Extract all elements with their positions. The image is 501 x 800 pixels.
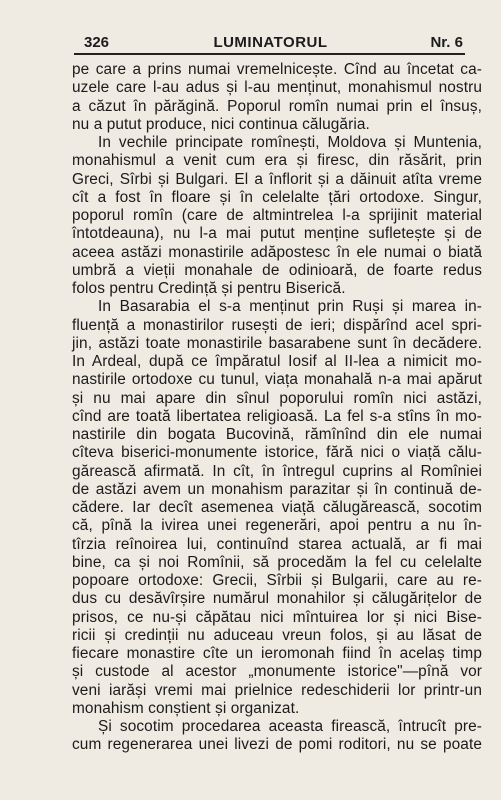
text-line: popoare ortodoxe: Grecii, Sîrbii și Bulgarii, care au re- (72, 572, 482, 589)
text-line: jin, astăzi toate monastirile basarabene sunt în decădere. (72, 334, 482, 352)
text-line: cînd are toată libertatea religioasă. La fel s-a stîns în mo- (72, 407, 482, 425)
text-line: Greci, Sîrbi și Bulgari. El a înflorit și a dăinuit atîta vreme (72, 170, 482, 188)
text-line: In vechile principate romînești, Moldova și Muntenia, (98, 134, 482, 151)
text-line: uzele care l-au adus și l-au menținut, monahismul nostru (72, 79, 482, 97)
text-line: veni iarăși vremi mai prielnice redeschiderii lor printr-un (72, 681, 482, 699)
text-line: nastirile ortodoxe cu tunul, viața monahală n-a mai apărut (72, 371, 482, 389)
text-line: gărească afirmată. In cît, în întregul cuprins al Romîniei (72, 462, 482, 480)
text-line: dus cu desăvîrșire numărul monahilor și călugărițelor de (72, 590, 482, 608)
text-line: nastirile din bogata Bucovină, rămînînd din ele numai (72, 426, 482, 443)
text-line: și nu mai apare din sînul poporului romîn nici astăzi, (72, 389, 482, 407)
text-line: fluență a monastirilor rusești de ieri; dispărînd acel spri- (72, 316, 482, 334)
page-number: 326 (84, 34, 110, 51)
text-line: monahism conștient și organizat. (72, 699, 300, 717)
text-line: umbră a vieții monahale de odinioară, de foarte redus (72, 261, 482, 279)
text-line: cădere. Iar decît asemenea viață călugărească, socotim (72, 499, 482, 516)
text-line: de astăzi avem un monahism parazitar și în continuă de- (72, 480, 482, 498)
text-line: a căzut în părăgină. Poporul romîn numai prin el însuș, (72, 97, 482, 115)
running-title: LUMINATORUL (213, 34, 328, 51)
body-text (72, 61, 482, 755)
text-line: Și socotim procedarea aceasta firească, întrucît pre- (98, 718, 482, 735)
text-line: monahismul a venit cum era și firesc, din răsărit, prin (72, 152, 482, 170)
text-line: aceea astăzi monastirile adăpostesc în ele numai o biată (72, 243, 482, 261)
text-line: tîrzia reînoirea lui, continuînd starea actuală, ar fi mai (72, 535, 482, 553)
text-line: întotdeauna), nu l-a mai putut menține sufletește și de (72, 225, 482, 243)
text-line: cum regenerarea unei livezi de pomi roditori, nu se poate (72, 736, 482, 754)
text-line: poporul romîn (care de altmintrelea l-a sprijinit material (72, 207, 482, 224)
text-line: In Ardeal, după ce împăratul Iosif al II-lea a nimicit mo- (72, 353, 482, 370)
text-line: folos pentru Credință și pentru Biserică. (72, 280, 346, 297)
text-line: cît a fost în floare și în celelalte țări ortodoxe. Singur, (72, 188, 482, 206)
text-line: In Basarabia el s-a menținut prin Ruși și marea in- (98, 298, 482, 316)
text-line: cîteva biserici-monumente istorice, fără nici o viață călu- (72, 444, 482, 462)
text-line: nu a putut produce, nici continua călugăria. (72, 115, 370, 133)
text-line: bine, ca și noi Romînii, să procedăm la fel cu celelalte (72, 553, 482, 571)
text-line: și custode al acestor „monumente istorice"—pînă vor (72, 663, 482, 681)
text-line: prisos, ce nu-și căpătau nici mîntuirea lor și nici Bise- (72, 608, 482, 626)
text-line: fiecare monastire cîte un ieromonah fiind în acelaș timp (72, 645, 482, 662)
header-rule (74, 53, 465, 55)
text-line: pe care a prins numai vremelnicește. Cînd au încetat ca- (72, 61, 482, 78)
text-line: ricii și credinții nu aduceau vreun folos, și au lăsat de (72, 626, 482, 644)
text-line: că, pînă la ivirea unei regenerări, apoi pentru a nu în- (72, 517, 482, 535)
issue-number: Nr. 6 (430, 34, 463, 51)
